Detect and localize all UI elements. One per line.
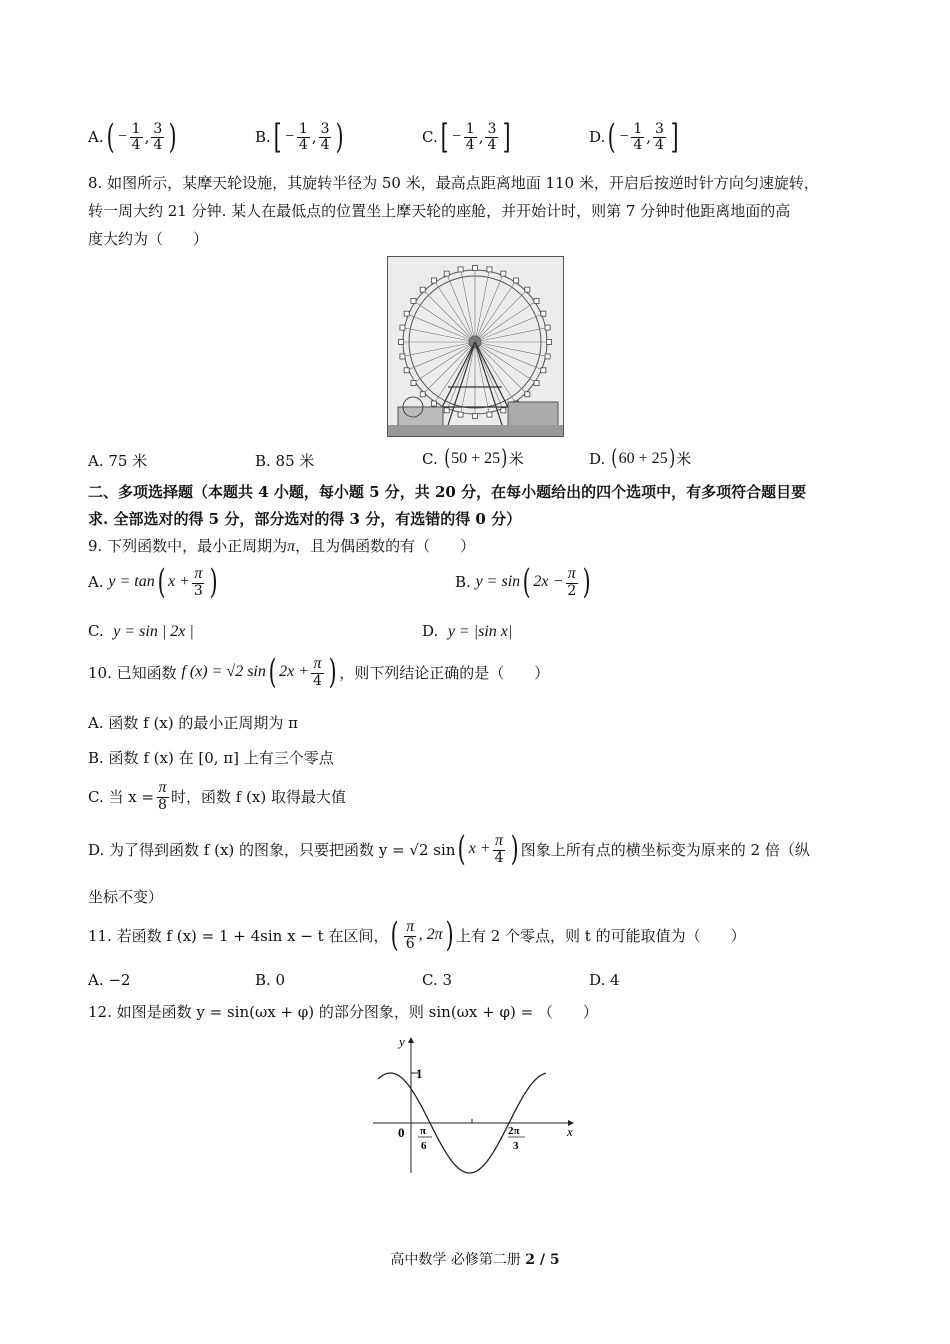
- x-axis-label: x: [567, 1124, 573, 1139]
- origin-label: 0: [398, 1125, 405, 1140]
- section2-heading-line1: 二、多项选择题（本题共 4 小题，每小题 5 分，共 20 分，在每小题给出的四个选项中，有多项符合题目要: [88, 483, 807, 501]
- q10-option-a: A. 函数 f (x) 的最小正周期为 π: [88, 714, 299, 732]
- q9-option-d: D. y = |sin x|: [422, 622, 513, 640]
- q8-option-a: A. 75 米: [88, 452, 148, 470]
- y-one-label: 1: [416, 1066, 423, 1081]
- q7-option-b: B. [ − $\frac{1}{4}$ , $\frac{3}{4}$ ): [255, 117, 345, 157]
- sine-graph: [368, 1033, 583, 1183]
- q8-line1: 8. 如图所示，某摩天轮设施，其旋转半径为 50 米，最高点距离地面 110 米，开启后按逆时针方向匀速旋转，: [88, 174, 819, 192]
- q10-option-c: C. 当 x = $\frac{\pi}{8}$ 时，函数 f (x) 取得最大值: [88, 779, 346, 813]
- q9-option-b: B. y = sin ( 2x − $\frac{\pi}{2}$ ): [455, 562, 591, 602]
- q11-option-a: A. −2: [88, 971, 131, 989]
- q7-option-a: A. ( − $\frac{1}{4}$ , $\frac{3}{4}$ ): [88, 117, 177, 157]
- q11-option-d: D. 4: [589, 971, 620, 989]
- page-footer: 高中数学 必修第二册 2 / 5: [390, 1252, 560, 1268]
- q11-option-b: B. 0: [255, 971, 286, 989]
- q8-option-b: B. 85 米: [255, 452, 315, 470]
- q9-option-c: C. y = sin | 2x |: [88, 622, 194, 640]
- tick1-num: π: [420, 1125, 427, 1137]
- q8-line3: 度大约为（ ）: [88, 230, 209, 248]
- y-axis-label: y: [399, 1034, 405, 1049]
- q8-line2: 转一周大约 21 分钟. 某人在最低点的位置坐上摩天轮的座舱，并开始计时，则第 7 分钟时他距离地面的高: [88, 202, 791, 220]
- q10-option-d: D. 为了得到函数 f (x) 的图象，只要把函数 y = √2 sin ( x + $\frac{\pi}{4}$ ) 图象上所有点的横坐标变为原来的 2 倍（纵: [88, 829, 810, 869]
- q11-option-c: C. 3: [422, 971, 453, 989]
- tick2-den: 3: [513, 1140, 519, 1152]
- section2-heading-line2: 求. 全部选对的得 5 分，部分选对的得 3 分，有选错的得 0 分）: [88, 510, 522, 528]
- q12-stem: 12. 如图是函数 y = sin(ωx + φ) 的部分图象，则 sin(ωx + φ) = （ ）: [88, 1003, 598, 1021]
- ferris-wheel-image: [387, 256, 564, 437]
- q9-option-a: A. y = tan ( x + $\frac{\pi}{3}$ ): [88, 562, 218, 602]
- q10-stem: 10. 已知函数 f (x) = √2 sin ( 2x + $\frac{\pi}{4}$ ) ，则下列结论正确的是（ ）: [88, 652, 550, 692]
- q7-option-d: D. ( − $\frac{1}{4}$ , $\frac{3}{4}$ ]: [589, 117, 679, 157]
- q10-option-d-line2: 坐标不变）: [88, 888, 164, 906]
- q11-stem: 11. 若函数 f (x) = 1 + 4sin x − t 在区间， ( $\frac{\pi}{6}$ , 2π ) 上有 2 个零点，则 t 的可能取值为（ ）: [88, 915, 746, 955]
- q10-option-b: B. 函数 f (x) 在 [0, π] 上有三个零点: [88, 749, 334, 767]
- q7-option-c: C. [ − $\frac{1}{4}$ , $\frac{3}{4}$ ]: [422, 117, 512, 157]
- tick1-den: 6: [421, 1140, 427, 1152]
- q8-option-c: C. ( 50 + 25 ) 米: [422, 446, 524, 471]
- q9-stem: 9. 下列函数中，最小正周期为π，且为偶函数的有（ ）: [88, 537, 476, 555]
- q8-option-d: D. ( 60 + 25 ) 米: [589, 446, 692, 471]
- tick2-num: 2π: [508, 1125, 520, 1137]
